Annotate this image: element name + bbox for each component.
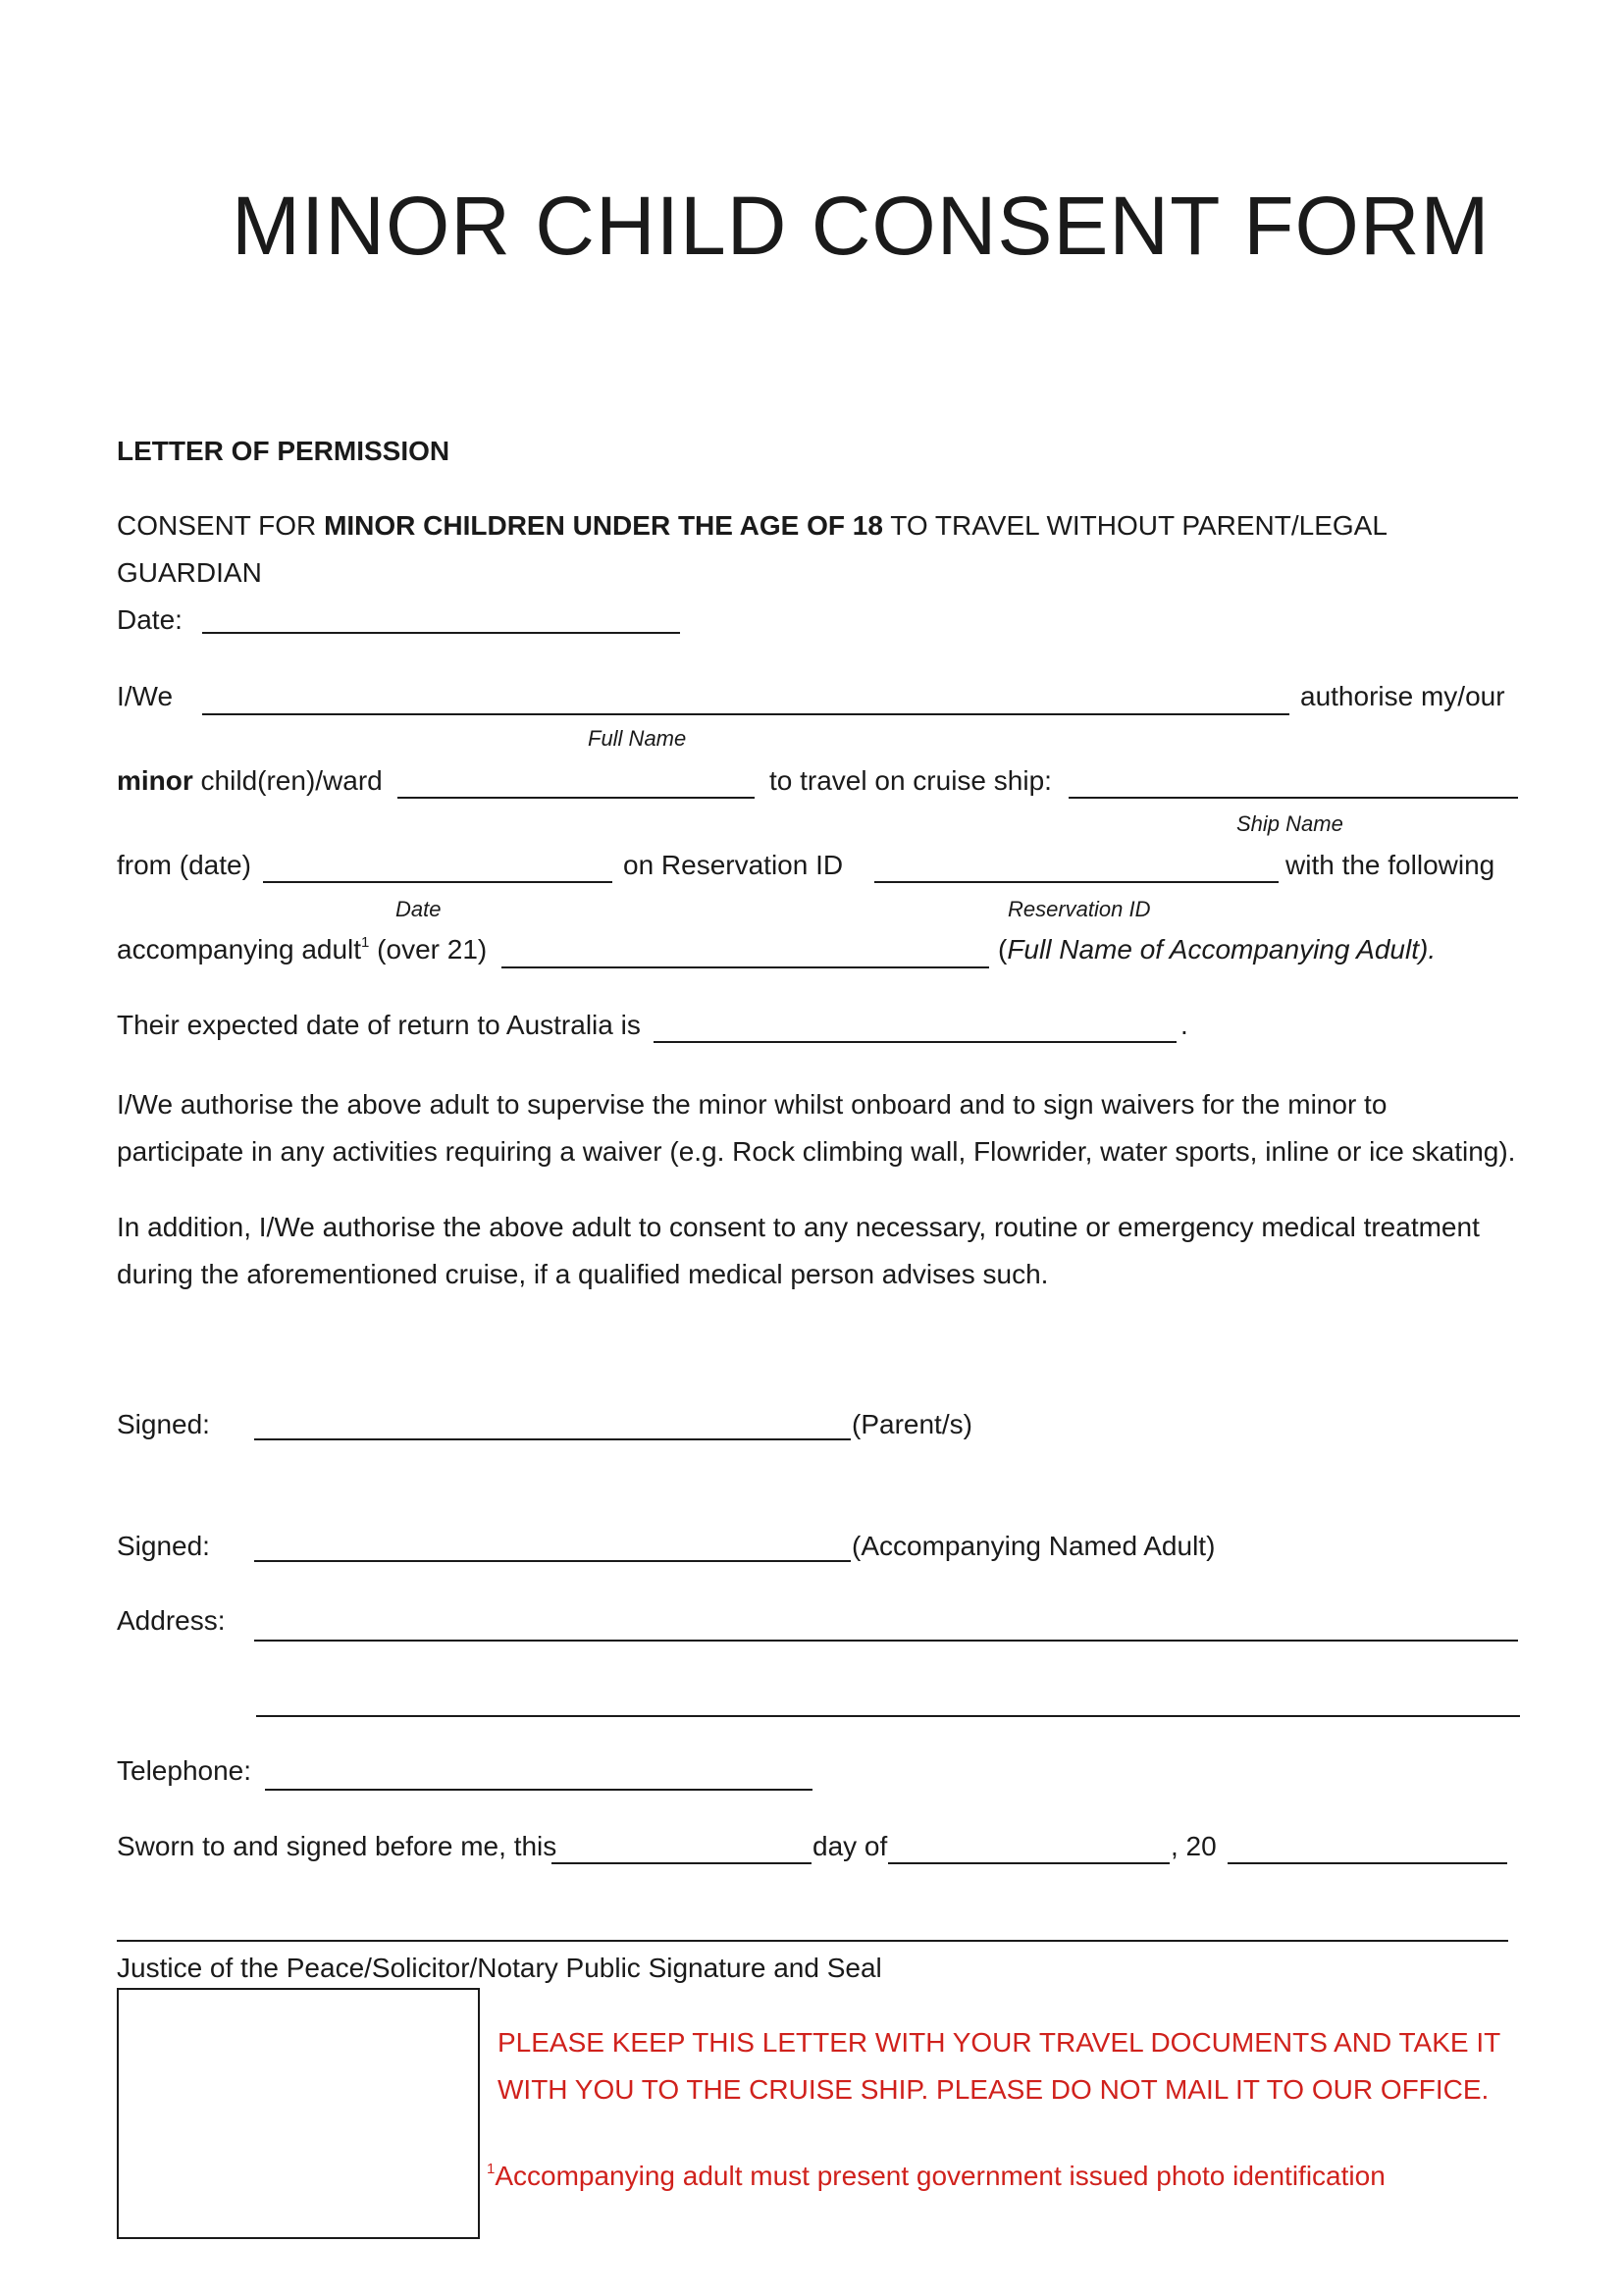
full-name-caption: Full Name [588,726,687,751]
accompanying-label [117,934,487,965]
date-field[interactable] [202,632,680,634]
minor-bold: minor [117,765,193,796]
accompanying-caption [998,934,1436,965]
parent-signature-field[interactable] [254,1438,851,1440]
notice-line2: WITH YOU TO THE CRUISE SHIP. PLEASE DO NOT MAIL IT TO OUR OFFICE. [498,2074,1490,2105]
authorise-text: authorise my/our [1300,681,1505,711]
travel-text: to travel on cruise ship: [769,765,1052,796]
ship-name-caption: Ship Name [1236,811,1343,836]
page-title: MINOR CHILD CONSENT FORM [232,180,1491,272]
notice-line1: PLEASE KEEP THIS LETTER WITH YOUR TRAVEL DOCUMENTS AND TAKE IT [498,2027,1501,2058]
telephone-field[interactable] [265,1789,812,1791]
minor-label [117,765,383,797]
iwe-label: I/We [117,681,174,711]
sworn-year-field[interactable] [1228,1862,1507,1864]
sworn-day-field[interactable] [551,1862,812,1864]
letter-heading: LETTER OF PERMISSION [117,436,450,466]
accompanying-over: (over 21) [369,934,488,965]
consent-suffix: TO TRAVEL WITHOUT PARENT/LEGAL [882,510,1388,541]
footnote-text: Accompanying adult must present government issued photo identification [495,2161,1386,2191]
date-label: Date: [117,604,183,635]
address-field-line1[interactable] [254,1640,1518,1642]
from-date-label: from (date) [117,850,251,880]
from-date-field[interactable] [263,881,612,883]
reservation-id-field[interactable] [874,881,1279,883]
sworn-year-prefix: , 20 [1171,1831,1217,1861]
sworn-month-field[interactable] [888,1862,1170,1864]
medical-paragraph-line1: In addition, I/We authorise the above adult to consent to any necessary, routine or emergency medical treatment [117,1212,1480,1242]
supervise-paragraph-line1: I/We authorise the above adult to supervise the minor whilst onboard and to sign waivers for the minor to [117,1089,1388,1120]
consent-bold: MINOR CHILDREN UNDER THE AGE OF 18 [324,510,883,541]
adult-suffix: (Accompanying Named Adult) [852,1531,1216,1561]
return-date-label: Their expected date of return to Australia is [117,1010,641,1040]
jp-caption: Justice of the Peace/Solicitor/Notary Public Signature and Seal [117,1953,882,1983]
address-field-line2[interactable] [256,1715,1520,1717]
following-text: with the following [1285,850,1495,880]
footnote-number: 1 [487,2161,496,2177]
accompanying-adult-field[interactable] [501,966,989,968]
parent-suffix: (Parent/s) [852,1409,972,1439]
jp-signature-field[interactable] [117,1940,1508,1942]
telephone-label: Telephone: [117,1755,252,1786]
medical-paragraph-line2: during the aforementioned cruise, if a qualified medical person advises such. [117,1259,1049,1289]
accompanying-text: accompanying adult [117,934,362,965]
consent-statement [117,510,1388,542]
ward-name-field[interactable] [397,797,755,799]
footnote [487,2161,1386,2192]
accompanying-paren: ( [998,934,1008,965]
signed-adult-label: Signed: [117,1531,210,1561]
full-name-field[interactable] [202,713,1289,715]
minor-rest: child(ren)/ward [192,765,383,796]
footnote-marker: 1 [361,934,370,951]
consent-prefix: CONSENT FOR [117,510,325,541]
sworn-day-of: day of [812,1831,888,1861]
date-caption: Date [395,897,442,921]
address-label: Address: [117,1605,226,1636]
seal-box[interactable] [117,1988,480,2239]
ship-name-field[interactable] [1069,797,1518,799]
adult-signature-field[interactable] [254,1560,851,1562]
supervise-paragraph-line2: participate in any activities requiring a waiver (e.g. Rock climbing wall, Flowrider, water sports, inline or ice skating). [117,1136,1516,1167]
sworn-text: Sworn to and signed before me, this [117,1831,557,1861]
reservation-label: on Reservation ID [623,850,844,880]
accompanying-italic: Full Name of Accompanying Adult). [1007,934,1437,965]
signed-parent-label: Signed: [117,1409,210,1439]
consent-line2: GUARDIAN [117,557,262,588]
return-period: . [1180,1010,1188,1040]
return-date-field[interactable] [654,1041,1177,1043]
reservation-caption: Reservation ID [1008,897,1151,921]
